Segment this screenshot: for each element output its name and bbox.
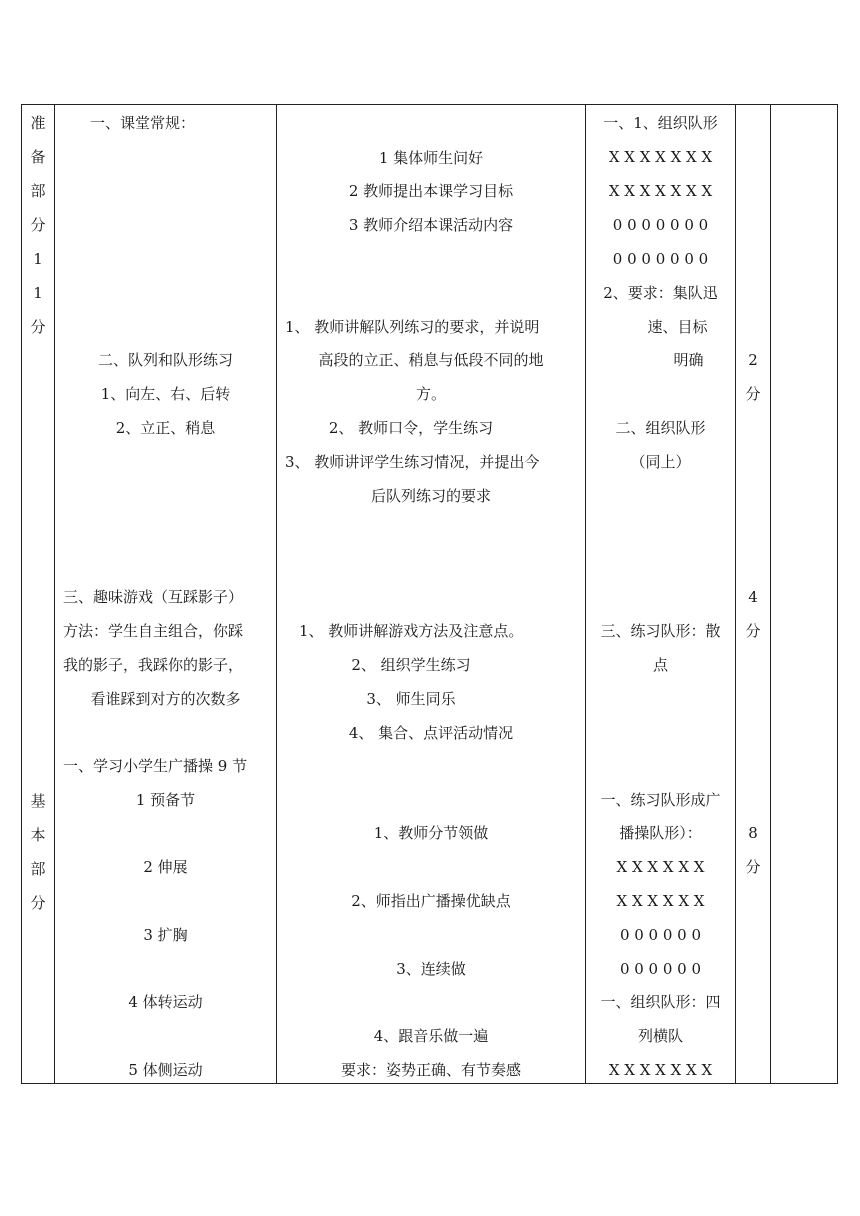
section-char: 部 [30,860,46,878]
organization-line: 一、练习队形成广 [600,791,721,809]
activity-line: 后队列练习的要求 [370,487,491,505]
organization-line: 点 [652,656,668,674]
section-column [22,105,54,1083]
formation-row: 0 0 0 0 0 0 [619,926,702,944]
section-char: 分 [30,894,46,912]
formation-row: X X X X X X [616,892,705,910]
content-line: 2、立正、稍息 [115,419,216,437]
organization-line: 一、1、组织队形 [603,114,718,132]
content-line: 1 预备节 [135,791,196,809]
organization-line: 三、练习队形：散 [600,622,721,640]
content-line: 一、学习小学生广播操 9 节 [63,757,248,775]
section-char: 1 [33,284,43,302]
formation-row: X X X X X X [616,858,705,876]
section-char: 分 [30,318,46,336]
content-line: 三、趣味游戏（互踩影子） [63,588,244,606]
activity-line: 3、 教师讲评学生练习情况，并提出今 [285,453,540,471]
time-value: 4 [748,588,758,606]
formation-row: X X X X X X X [608,182,713,200]
organization-line: 明确 [673,351,704,369]
activity-line: 1、 教师讲解游戏方法及注意点。 [299,622,524,640]
activity-line: 2、师指出广播操优缺点 [351,892,511,910]
organization-line: 二、组织队形 [615,419,706,437]
organization-column [586,105,735,1083]
time-unit: 分 [745,385,761,403]
content-line: 1、向左、右、后转 [100,385,231,403]
activity-column [277,105,585,1083]
time-unit: 分 [745,858,761,876]
time-column [736,105,770,1083]
activity-line: 4、 集合、点评活动情况 [348,724,514,742]
organization-line: 播操队形）： [619,824,702,842]
organization-line: 速、目标 [647,318,708,336]
content-line: 方法：学生自主组合，你踩 [63,622,244,640]
activity-line: 方。 [415,385,446,403]
activity-line: 3、连续做 [396,960,466,978]
notes-column [771,105,837,1083]
content-line: 4 体转运动 [128,993,203,1011]
activity-line: 2、 组织学生练习 [351,656,471,674]
content-line: 2 伸展 [143,858,188,876]
activity-line: 2、 教师口令，学生练习 [328,419,494,437]
formation-row: 0 0 0 0 0 0 0 [612,216,709,234]
time-value: 2 [748,351,758,369]
content-line: 我的影子，我踩你的影子， [63,656,244,674]
organization-line: 一、组织队形：四 [600,993,721,1011]
activity-line: 1、 教师讲解队列练习的要求，并说明 [285,318,540,336]
activity-line: 3 教师介绍本课活动内容 [348,216,514,234]
activity-line: 1 集体师生问好 [378,149,484,167]
content-line: 看谁踩到对方的次数多 [90,690,241,708]
section-char: 分 [30,216,46,234]
activity-line: 4、跟音乐做一遍 [373,1027,489,1045]
activity-line: 高段的立正、稍息与低段不同的地 [318,351,544,369]
formation-row: X X X X X X X [608,148,713,166]
organization-line: （同上） [630,453,691,471]
section-char: 基 [30,792,46,810]
activity-line: 要求：姿势正确、有节奏感 [340,1061,521,1079]
section-char: 准 [30,114,46,132]
organization-line: 2、要求：集队迅 [603,284,718,302]
content-line: 5 体侧运动 [128,1061,203,1079]
content-line: 3 扩胸 [143,926,188,944]
formation-row: 0 0 0 0 0 0 [619,960,702,978]
activity-line: 1、教师分节领做 [373,824,489,842]
section-char: 1 [33,250,43,268]
organization-line: 列横队 [637,1027,683,1045]
time-value: 8 [748,824,758,842]
section-char: 部 [30,182,46,200]
section-char: 备 [30,148,46,166]
content-line: 二、队列和队形练习 [97,351,233,369]
time-unit: 分 [745,622,761,640]
activity-line: 2 教师提出本课学习目标 [348,182,514,200]
formation-row: 0 0 0 0 0 0 0 [612,250,709,268]
formation-row: X X X X X X X [608,1061,713,1079]
section-char: 本 [30,826,46,844]
content-line: 一、课堂常规： [89,114,195,132]
lesson-plan-table [21,104,838,1084]
activity-line: 3、 师生同乐 [366,690,456,708]
content-column [55,105,276,1083]
